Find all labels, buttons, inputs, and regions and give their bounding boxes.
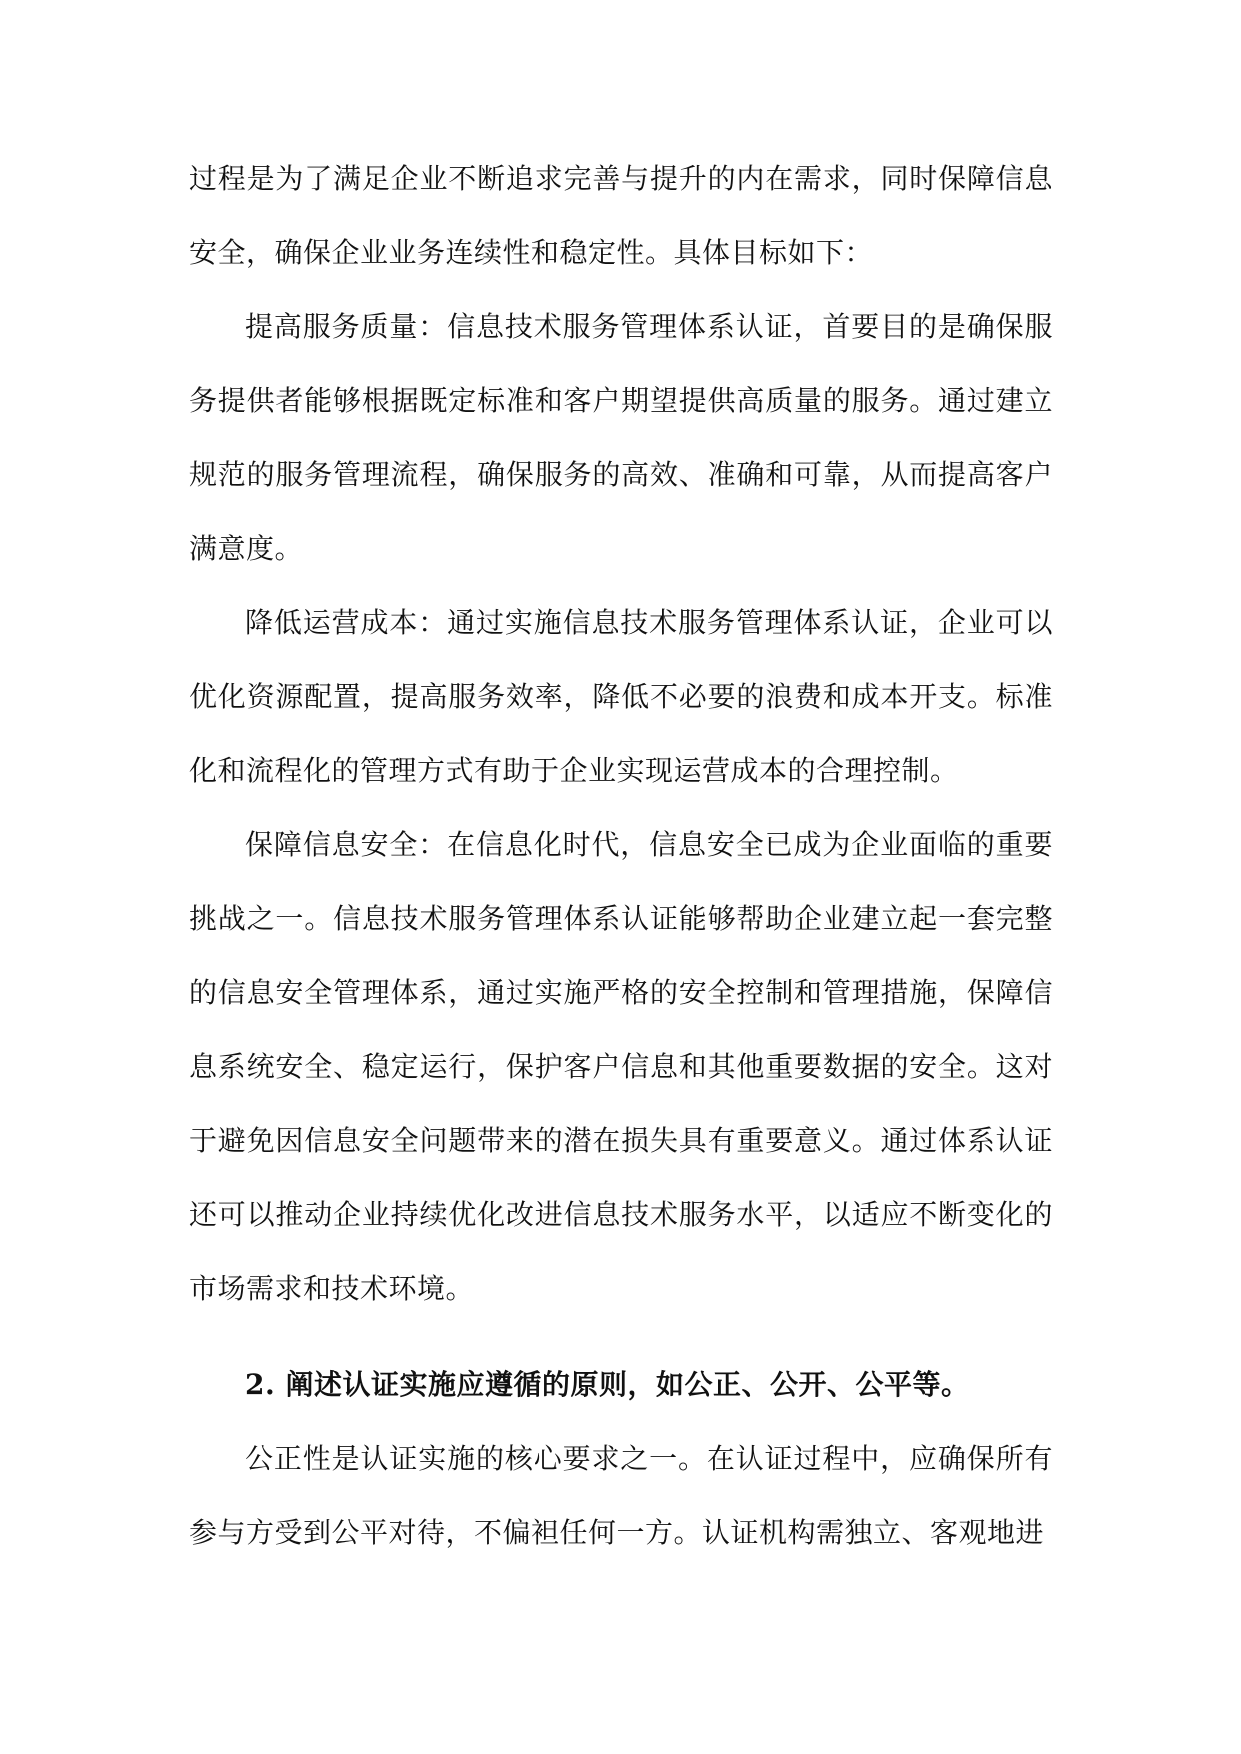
paragraph-service-quality: 提高服务质量：信息技术服务管理体系认证，首要目的是确保服务提供者能够根据既定标准和客户期望提供高质量的服务。通过建立规范的服务管理流程，确保服务的高效、准确和可靠，从而提高客户满意度。 <box>189 310 1053 565</box>
section-heading: 2. 阐述认证实施应遵循的原则，如公正、公开、公平等。 <box>245 1368 970 1401</box>
paragraph-objectives-intro: 过程是为了满足企业不断追求完善与提升的内在需求，同时保障信息安全，确保企业业务连续性和稳定性。具体目标如下： <box>189 162 1053 269</box>
paragraph-information-security: 保障信息安全：在信息化时代，信息安全已成为企业面临的重要挑战之一。信息技术服务管理体系认证能够帮助企业建立起一套完整的信息安全管理体系，通过实施严格的安全控制和管理措施，保障信息系统安全、稳定运行，保护客户信息和其他重要数据的安全。这对于避免因信息安全问题带来的潜在损失具有重要意义。通过体系认证还可以推动企业持续优化改进信息技术服务水平，以适应不断变化的市场需求和技术环境。 <box>189 828 1053 1305</box>
document-body <box>189 142 1053 1570</box>
paragraph-impartiality: 公正性是认证实施的核心要求之一。在认证过程中，应确保所有参与方受到公平对待，不偏袒任何一方。认证机构需独立、客观地进 <box>189 1442 1053 1549</box>
paragraph-operating-cost: 降低运营成本：通过实施信息技术服务管理体系认证，企业可以优化资源配置，提高服务效率，降低不必要的浪费和成本开支。标准化和流程化的管理方式有助于企业实现运营成本的合理控制。 <box>189 606 1053 787</box>
